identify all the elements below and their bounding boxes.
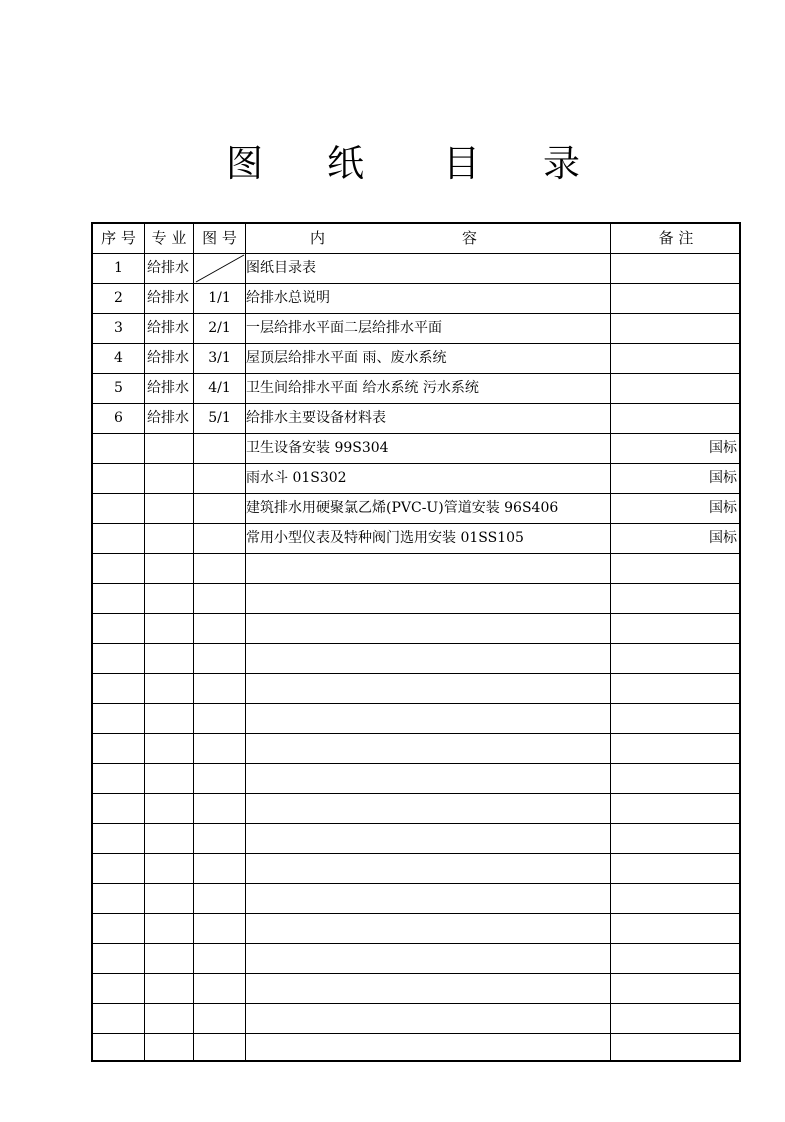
row-no	[93, 434, 144, 463]
row-fig	[194, 734, 245, 763]
row-fig	[194, 644, 245, 673]
row-note	[611, 944, 741, 973]
row-fig	[194, 764, 245, 793]
row-note	[611, 824, 741, 853]
header-fig: 图 号	[202, 229, 237, 247]
row-no	[93, 674, 144, 703]
row-no	[93, 524, 144, 553]
row-no	[93, 644, 144, 673]
row-no: 6	[114, 410, 123, 426]
row-no	[93, 614, 144, 643]
title-char: 图	[226, 142, 263, 185]
row-note	[611, 764, 741, 793]
row-no	[93, 494, 144, 523]
row-note	[611, 404, 741, 433]
row-spec	[145, 494, 193, 523]
title-char: 目	[443, 142, 480, 185]
table-row	[93, 434, 739, 464]
row-spec	[145, 464, 193, 493]
diagonal-slash-mark	[194, 254, 245, 283]
row-content: 建筑排水用硬聚氯乙烯(PVC-U)管道安装 96S406	[246, 500, 559, 516]
row-fig: 1/1	[208, 290, 231, 306]
row-content	[246, 584, 610, 613]
table-row	[93, 524, 739, 554]
row-no	[93, 914, 144, 943]
row-content: 给排水主要设备材料表	[246, 410, 386, 426]
table-row	[93, 704, 739, 734]
row-content	[246, 764, 610, 793]
row-note: 国标	[709, 500, 737, 516]
row-note	[611, 914, 741, 943]
title-char: 录	[543, 142, 580, 185]
row-content: 给排水总说明	[246, 290, 330, 306]
row-no	[93, 794, 144, 823]
row-spec: 给排水	[147, 290, 189, 306]
row-no	[93, 464, 144, 493]
table-row	[93, 344, 739, 374]
row-no	[93, 1034, 144, 1063]
row-fig	[194, 914, 245, 943]
row-fig	[194, 674, 245, 703]
row-content	[246, 644, 610, 673]
row-spec	[145, 704, 193, 733]
row-fig	[194, 884, 245, 913]
row-note	[611, 344, 741, 373]
row-fig	[194, 434, 245, 463]
table-row	[93, 494, 739, 524]
row-content	[246, 614, 610, 643]
row-no	[93, 584, 144, 613]
row-fig	[194, 854, 245, 883]
title-char: 纸	[327, 142, 364, 185]
row-spec	[145, 434, 193, 463]
table-row	[93, 884, 739, 914]
row-spec: 给排水	[147, 380, 189, 396]
row-content: 图纸目录表	[246, 260, 316, 276]
row-fig	[194, 584, 245, 613]
row-spec: 给排水	[147, 410, 189, 426]
row-spec	[145, 944, 193, 973]
row-note: 国标	[709, 470, 737, 486]
table-row	[93, 284, 739, 314]
row-content	[246, 914, 610, 943]
row-fig	[194, 704, 245, 733]
row-no	[93, 734, 144, 763]
row-content	[246, 674, 610, 703]
table-row	[93, 974, 739, 1004]
row-content: 一层给排水平面二层给排水平面	[246, 320, 442, 336]
row-note	[611, 704, 741, 733]
row-spec	[145, 884, 193, 913]
table-row	[93, 614, 739, 644]
row-fig	[194, 824, 245, 853]
row-note	[611, 794, 741, 823]
row-fig	[194, 524, 245, 553]
table-row	[93, 1034, 739, 1064]
table-row	[93, 584, 739, 614]
row-fig	[194, 554, 245, 583]
row-spec	[145, 644, 193, 673]
row-note	[611, 284, 741, 313]
row-note	[611, 974, 741, 1003]
header-content-char: 容	[462, 229, 478, 247]
row-note	[611, 584, 741, 613]
page-title	[0, 142, 785, 192]
header-no: 序 号	[101, 229, 136, 247]
row-spec: 给排水	[147, 320, 189, 336]
row-no	[93, 824, 144, 853]
row-no: 3	[114, 320, 123, 336]
row-fig: 3/1	[208, 350, 231, 366]
row-content	[246, 854, 610, 883]
row-no	[93, 1004, 144, 1033]
table-row	[93, 464, 739, 494]
row-note	[611, 734, 741, 763]
row-spec	[145, 554, 193, 583]
table-row	[93, 254, 739, 284]
row-content	[246, 974, 610, 1003]
row-fig	[194, 974, 245, 1003]
table-row	[93, 1004, 739, 1034]
row-spec	[145, 914, 193, 943]
row-spec	[145, 794, 193, 823]
row-spec: 给排水	[147, 260, 189, 276]
row-note	[611, 614, 741, 643]
row-spec	[145, 674, 193, 703]
row-note	[611, 1004, 741, 1033]
row-fig: 5/1	[208, 410, 231, 426]
row-note	[611, 554, 741, 583]
row-spec	[145, 1034, 193, 1063]
slash-line	[196, 255, 244, 282]
row-content: 雨水斗 01S302	[246, 470, 347, 486]
row-content	[246, 1034, 610, 1063]
row-no	[93, 554, 144, 583]
row-fig	[194, 1034, 245, 1063]
row-note	[611, 254, 741, 283]
row-note	[611, 1034, 741, 1063]
row-note: 国标	[709, 440, 737, 456]
header-content	[246, 224, 610, 253]
row-content: 卫生间给排水平面 给水系统 污水系统	[246, 380, 479, 396]
row-content: 屋顶层给排水平面 雨、废水系统	[246, 350, 447, 366]
row-note	[611, 374, 741, 403]
header-spec: 专 业	[151, 229, 187, 247]
row-spec	[145, 974, 193, 1003]
row-no: 1	[114, 260, 123, 276]
row-spec	[145, 614, 193, 643]
table-row	[93, 794, 739, 824]
table-row	[93, 734, 739, 764]
row-note	[611, 884, 741, 913]
row-spec	[145, 584, 193, 613]
row-spec	[145, 1004, 193, 1033]
row-fig	[194, 464, 245, 493]
table-row	[93, 764, 739, 794]
row-no	[93, 854, 144, 883]
table-row	[93, 554, 739, 584]
row-fig: 2/1	[208, 320, 231, 336]
table-row	[93, 824, 739, 854]
row-no: 5	[114, 380, 123, 396]
row-spec	[145, 734, 193, 763]
drawing-index-table	[91, 222, 741, 1062]
row-fig	[194, 1004, 245, 1033]
table-row	[93, 914, 739, 944]
row-spec	[145, 764, 193, 793]
row-content	[246, 824, 610, 853]
table-row	[93, 374, 739, 404]
row-content	[246, 1004, 610, 1033]
header-content-char: 内	[310, 229, 326, 247]
row-no	[93, 944, 144, 973]
row-no	[93, 884, 144, 913]
row-fig	[194, 794, 245, 823]
row-fig	[194, 494, 245, 523]
row-fig: 4/1	[208, 380, 231, 396]
table-row	[93, 674, 739, 704]
row-content	[246, 944, 610, 973]
row-spec	[145, 824, 193, 853]
row-content	[246, 794, 610, 823]
row-no	[93, 764, 144, 793]
row-no	[93, 704, 144, 733]
row-content: 卫生设备安装 99S304	[246, 440, 389, 456]
table-row	[93, 644, 739, 674]
row-content	[246, 704, 610, 733]
row-content	[246, 884, 610, 913]
table-row	[93, 944, 739, 974]
table-row	[93, 404, 739, 434]
row-fig	[194, 944, 245, 973]
row-content	[246, 554, 610, 583]
row-spec	[145, 854, 193, 883]
row-fig	[194, 614, 245, 643]
table-header-row	[93, 224, 739, 254]
row-spec	[145, 524, 193, 553]
row-spec: 给排水	[147, 350, 189, 366]
table-row	[93, 314, 739, 344]
row-content	[246, 734, 610, 763]
row-note	[611, 854, 741, 883]
row-no: 4	[114, 350, 123, 366]
row-no: 2	[114, 290, 123, 306]
row-no	[93, 974, 144, 1003]
row-note: 国标	[709, 530, 737, 546]
row-note	[611, 674, 741, 703]
row-note	[611, 314, 741, 343]
row-note	[611, 644, 741, 673]
table-row	[93, 854, 739, 884]
row-content: 常用小型仪表及特种阀门选用安装 01SS105	[246, 530, 524, 546]
header-note: 备 注	[658, 229, 694, 247]
